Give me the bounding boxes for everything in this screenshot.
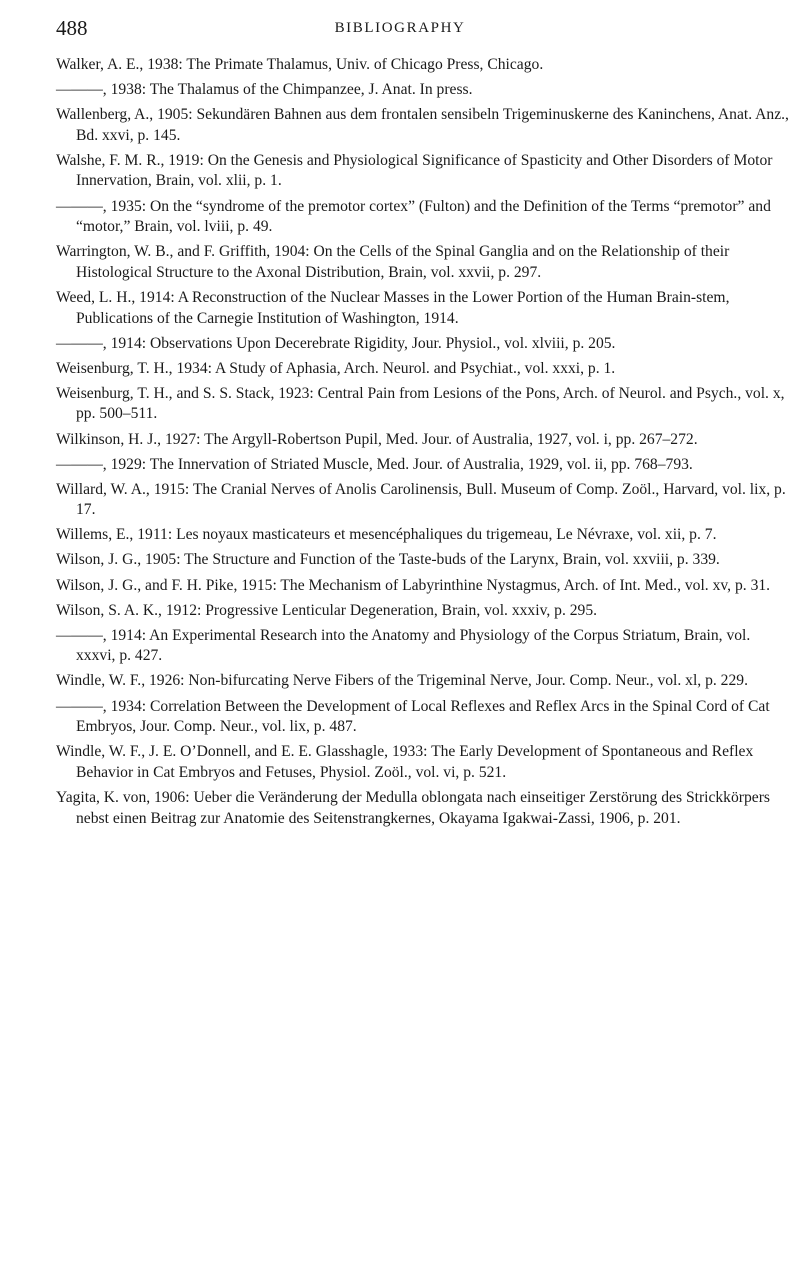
bibliography-entry: ———, 1914: Observations Upon Decerebrate Rigidity, Jour. Physiol., vol. xlviii, p. 205. xyxy=(56,334,616,352)
bibliography-entry: Warrington, W. B., and F. Griffith, 1904: On the Cells of the Spinal Ganglia and on the Relationship of their Histological Structure to the Axonal Distribution, Brain, vol. xxvii, p. 297. xyxy=(56,243,730,281)
page-number: 488 xyxy=(56,16,88,40)
bibliography-entry: Weed, L. H., 1914: A Reconstruction of the Nuclear Masses in the Lower Portion of the Human Brain-stem, Publications of the Carnegie Institution of Washington, 1914. xyxy=(56,288,730,327)
bibliography-entry: Walshe, F. M. R., 1919: On the Genesis and Physiological Significance of Spasticity and Other Disorders of Motor Innervation, Brain, vol. xlii, p. 1. xyxy=(56,151,773,190)
bibliography-entry: ———, 1914: An Experimental Research into the Anatomy and Physiology of the Corpus Striatum, Brain, vol. xxxvi, p. 427. xyxy=(56,626,751,665)
bibliography-entry: Weisenburg, T. H., 1934: A Study of Aphasia, Arch. Neurol. and Psychiat., vol. xxxi, p. 1. xyxy=(56,359,616,377)
bibliography-entry: Wilson, J. G., 1905: The Structure and Function of the Taste-buds of the Larynx, Brain, vol. xxviii, p. 339. xyxy=(56,551,720,569)
running-head: BIBLIOGRAPHY xyxy=(334,20,466,36)
bibliography-entry: Wilkinson, H. J., 1927: The Argyll-Robertson Pupil, Med. Jour. of Australia, 1927, vol. i, pp. 267–272. xyxy=(56,430,698,448)
bibliography-entry: Windle, W. F., 1926: Non-bifurcating Nerve Fibers of the Trigeminal Nerve, Jour. Comp. Neur., vol. xl, p. 229. xyxy=(56,672,748,690)
bibliography-entry: Windle, W. F., J. E. O’Donnell, and E. E. Glasshagle, 1933: The Early Development of Spontaneous and Reflex Behavior in Cat Embryos and Fetuses, Physiol. Zoöl., vol. vi, p. 521. xyxy=(56,743,754,781)
bibliography-entry: Willard, W. A., 1915: The Cranial Nerves of Anolis Carolinensis, Bull. Museum of Comp. Zoöl., Harvard, vol. lix, p. 17. xyxy=(56,480,786,519)
bibliography-entry: ———, 1929: The Innervation of Striated Muscle, Med. Jour. of Australia, 1929, vol. ii, pp. 768–793. xyxy=(56,455,693,473)
bibliography-entry: Wilson, J. G., and F. H. Pike, 1915: The Mechanism of Labyrinthine Nystagmus, Arch. of Int. Med., vol. xv, p. 31. xyxy=(56,576,771,594)
bibliography-entry: Wallenberg, A., 1905: Sekundären Bahnen aus dem frontalen sensibeln Trigeminuskerne des Kaninchens, Anat. Anz., Bd. xxvi, p. 145. xyxy=(56,106,789,144)
bibliography-entry: Wilson, S. A. K., 1912: Progressive Lenticular Degeneration, Brain, vol. xxxiv, p. 295. xyxy=(56,601,598,619)
bibliography-entry: ———, 1935: On the “syndrome of the premotor cortex” (Fulton) and the Definition of the Terms “premotor” and “motor,” Brain, vol. lviii, p. 49. xyxy=(56,197,771,236)
bibliography-entry: Weisenburg, T. H., and S. S. Stack, 1923: Central Pain from Lesions of the Pons, Arch. of Neurol. and Psych., vol. x, pp. 500–511. xyxy=(56,384,785,423)
bibliography-entry: ———, 1938: The Thalamus of the Chimpanzee, J. Anat. In press. xyxy=(56,81,473,99)
bibliography-entry: Yagita, K. von, 1906: Ueber die Veränderung der Medulla oblongata nach einseitiger Zerstörung des Strickkörpers nebst einen Beitrag zur Anatomie des Seitenstrangkernes, Okayama Igakwai-Zassi, 1906, p. 201. xyxy=(56,788,770,827)
bibliography-entry: Willems, E., 1911: Les noyaux masticateurs et mesencéphaliques du trigemeau, Le Névraxe, vol. xii, p. 7. xyxy=(56,526,717,544)
bibliography-entry: ———, 1934: Correlation Between the Development of Local Reflexes and Reflex Arcs in the Spinal Cord of Cat Embryos, Jour. Comp. Neur., vol. lix, p. 487. xyxy=(56,697,770,736)
bibliography-entry: Walker, A. E., 1938: The Primate Thalamus, Univ. of Chicago Press, Chicago. xyxy=(56,56,544,73)
bibliography-list xyxy=(56,55,791,834)
